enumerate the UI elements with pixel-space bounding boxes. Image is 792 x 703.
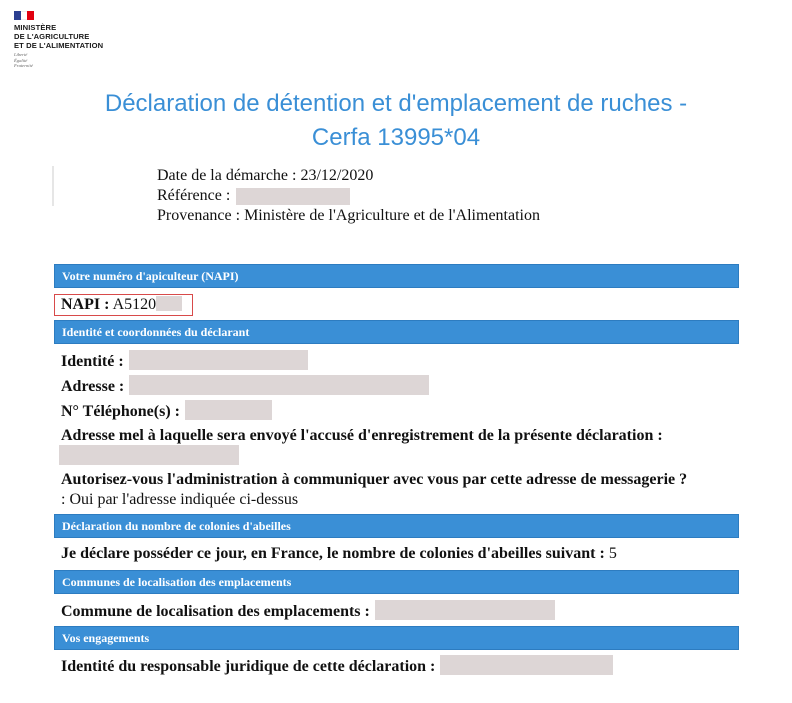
napi-value: A5120 <box>112 296 157 313</box>
section-header-identity: Identité et coordonnées du déclarant <box>54 320 739 344</box>
redacted-address <box>129 375 429 395</box>
title-line-1: Déclaration de détention et d'emplacement de ruches - <box>104 90 688 117</box>
colonies-label: Je déclare posséder ce jour, en France, le nombre de colonies d'abeilles suivant : <box>61 545 605 562</box>
address-label: Adresse : <box>61 378 125 395</box>
section-header-commitments: Vos engagements <box>54 626 739 650</box>
colonies-value: 5 <box>608 545 617 562</box>
email-label: Adresse mel à laquelle sera envoyé l'accusé d'enregistrement de la présente déclaration : <box>61 427 663 444</box>
napi-label: NAPI : <box>61 296 110 313</box>
colonies-row <box>61 544 617 564</box>
title-line-2: Cerfa 13995*04 <box>311 124 481 151</box>
ministry-line: DE L'AGRICULTURE <box>14 32 90 41</box>
section-header-colonies: Déclaration du nombre de colonies d'abeilles <box>54 514 739 538</box>
motto-line: Liberté <box>14 52 28 57</box>
page-title <box>0 87 792 155</box>
identity-row <box>61 350 308 372</box>
provenance: Provenance : Ministère de l'Agriculture et de l'Alimentation <box>157 207 540 224</box>
date-of-request: Date de la démarche : 23/12/2020 <box>157 167 374 184</box>
communes-label: Commune de localisation des emplacements : <box>61 603 370 620</box>
ministry-name <box>14 23 103 50</box>
ministry-line: ET DE L'ALIMENTATION <box>14 41 104 50</box>
redacted-identity <box>129 350 308 370</box>
ministry-line: MINISTÈRE <box>14 23 57 32</box>
ministry-logo <box>14 11 103 69</box>
quote-divider <box>52 166 54 206</box>
redacted-responsible <box>440 655 613 675</box>
napi-row <box>61 295 182 315</box>
reference-row <box>157 186 540 206</box>
redacted-napi-suffix <box>156 296 182 311</box>
reference-label: Référence : <box>157 187 231 204</box>
redacted-phone <box>185 400 272 420</box>
authorize-question: Autorisez-vous l'administration à communiquer avec vous par cette adresse de messagerie ? <box>61 471 688 488</box>
phone-label: N° Téléphone(s) : <box>61 403 180 420</box>
request-metadata <box>157 166 540 226</box>
section-header-napi: Votre numéro d'apiculteur (NAPI) <box>54 264 739 288</box>
motto-line: Égalité <box>14 57 28 63</box>
redacted-reference <box>236 188 350 205</box>
commitments-row <box>61 655 613 677</box>
motto-line: Fraternité <box>14 63 33 68</box>
authorize-answer: : Oui par l'adresse indiquée ci-dessus <box>61 491 299 508</box>
redacted-commune <box>375 600 555 620</box>
communes-row <box>61 600 555 622</box>
french-flag-icon <box>14 11 34 20</box>
phone-row <box>61 400 272 422</box>
responsible-label: Identité du responsable juridique de cette déclaration : <box>61 658 436 675</box>
republic-motto <box>14 52 103 69</box>
redacted-email <box>59 445 239 465</box>
identity-label: Identité : <box>61 353 124 370</box>
address-row <box>61 375 429 397</box>
section-header-communes: Communes de localisation des emplacements <box>54 570 739 594</box>
